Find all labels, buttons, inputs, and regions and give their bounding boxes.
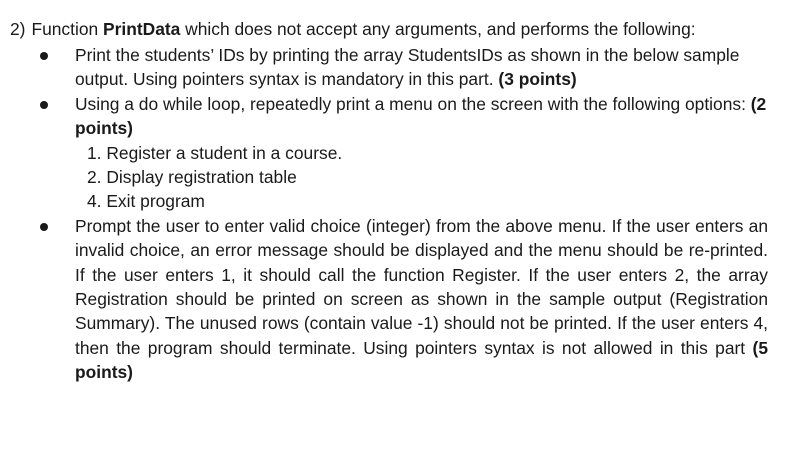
requirement-points: (3 points) xyxy=(498,69,577,90)
question-intro-prefix: Function xyxy=(31,19,99,39)
question-heading xyxy=(10,17,780,41)
function-name: PrintData xyxy=(103,19,181,39)
bullet-icon xyxy=(40,101,48,109)
requirement-item xyxy=(0,43,768,92)
menu-option: 4. Exit program xyxy=(87,191,205,212)
requirement-text: Print the students’ IDs by printing the array StudentsIDs as shown in the below sample output. Using pointers syntax is mandatory in this part. xyxy=(75,45,740,90)
bullet-icon xyxy=(40,52,48,60)
requirement-text: Prompt the user to enter valid choice (integer) from the above menu. If the user enters an invalid choice, an error message should be displayed and the menu should be re-printed. If the user enters 1, it should call the function Register. If the user enters 2, the array Registration should be printed on screen as shown in the sample output (Registration Summary). The unused rows (contain value -1) should not be printed. If the user enters 4, then the program should terminate. Using pointers syntax is not allowed in this part xyxy=(75,215,768,358)
question-number: 2) xyxy=(10,19,26,39)
requirements-list xyxy=(0,43,790,385)
requirement-item xyxy=(0,214,768,385)
menu-option: 2. Display registration table xyxy=(87,167,297,188)
requirement-points: (2 points) xyxy=(75,93,767,139)
menu-option: 1. Register a student in a course. xyxy=(87,142,343,163)
menu-options-list xyxy=(75,141,768,214)
bullet-icon xyxy=(40,223,48,231)
requirement-text: Using a do while loop, repeatedly print a menu on the screen with the following options: xyxy=(75,93,746,114)
requirement-item xyxy=(0,92,768,214)
question-intro-suffix: which does not accept any arguments, and performs the following: xyxy=(185,19,696,39)
requirement-points: (5 points) xyxy=(75,337,768,383)
